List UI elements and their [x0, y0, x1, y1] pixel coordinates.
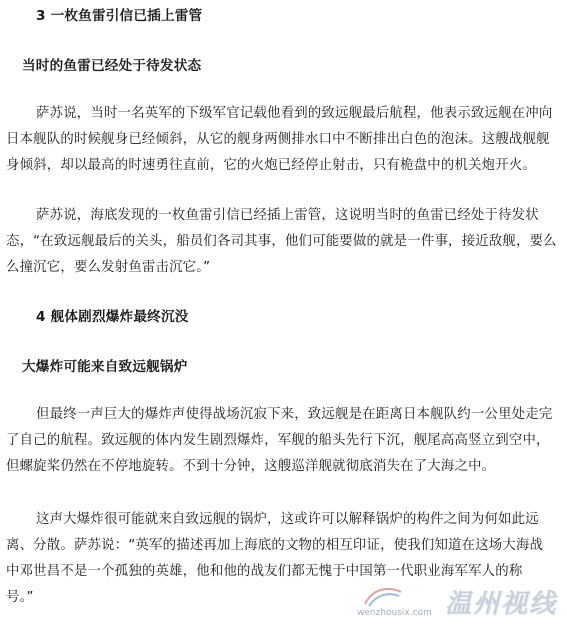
paragraph-1-line-3: 身倾斜，却以最高的时速勇往直前，它的火炮已经停止射击，只有桅盘中的机关炮开火。 — [6, 158, 537, 173]
section-subheading-4: 大爆炸可能来自致远舰锅炉 — [22, 359, 188, 375]
paragraph-4-line-4: 号。” — [6, 590, 34, 605]
paragraph-4-line-1: 这声大爆炸很可能就来自致远舰的锅炉，这或许可以解释锅炉的构件之间为何如此远 — [36, 512, 539, 527]
paragraph-3-line-3: 但螺旋桨仍然在不停地旋转。不到十分钟，这艘巡洋舰就彻底消失在了大海之中。 — [6, 459, 496, 474]
paragraph-2-line-3: 么撞沉它，要么发射鱼雷击沉它。” — [6, 260, 211, 275]
section-heading-4: 4 舰体剧烈爆炸最终沉没 — [36, 309, 189, 325]
watermark-logo-text: 温州视线 — [444, 589, 557, 619]
watermark-swoosh-icon — [363, 584, 403, 610]
paragraph-4-line-3: 中邓世昌不是一个孤独的英雄，他和他的战友们都无愧于中国第一代职业海军军人的称 — [6, 564, 523, 579]
section-subheading-3: 当时的鱼雷已经处于待发状态 — [22, 58, 202, 74]
paragraph-2-line-2: 态，“在致远舰最后的关头，船员们各司其事，他们可能要做的就是一件事，接近敌舰，要么 — [6, 234, 557, 249]
paragraph-3-line-1: 但最终一声巨大的爆炸声使得战场沉寂下来，致远舰是在距离日本舰队约一公里处走完 — [36, 407, 553, 422]
paragraph-4-line-2: 离、分散。萨苏说：“英军的描述再加上海底的文物的相互印证，使我们知道在这场大海战 — [6, 538, 544, 553]
paragraph-2-line-1: 萨苏说，海底发现的一枚鱼雷引信已经插上雷管，这说明当时的鱼雷已经处于待发状 — [36, 208, 539, 223]
paragraph-3-line-2: 了自己的航程。致远舰的体内发生剧烈爆炸，军舰的船头先行下沉，舰尾高高竖立到空中， — [6, 433, 550, 448]
paragraph-1-line-1: 萨苏说，当时一名英军的下级军官记载他看到的致远舰最后航程，他表示致远舰在冲向 — [36, 106, 553, 121]
paragraph-1-line-2: 日本舰队的时候舰身已经倾斜，从它的舰身两侧排水口中不断排出白色的泡沫。这艘战舰舰 — [6, 132, 550, 147]
section-heading-3: 3 一枚鱼雷引信已插上雷管 — [36, 8, 203, 24]
watermark — [357, 580, 557, 620]
watermark-site-text: wenzhousix.com — [357, 608, 432, 618]
